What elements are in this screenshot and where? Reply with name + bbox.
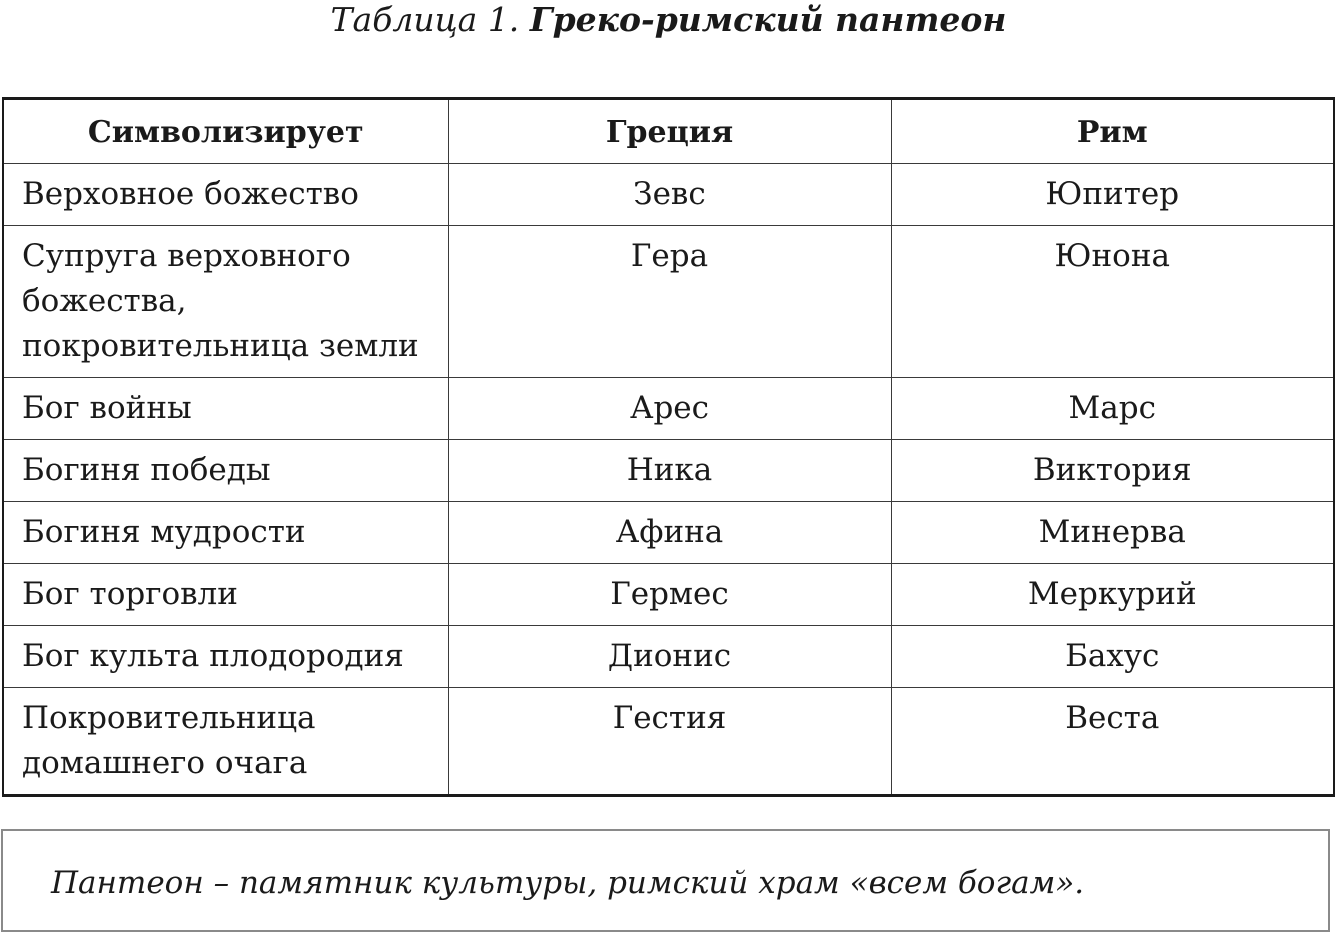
caption-title: Греко-римский пантеон — [529, 0, 1007, 39]
table-row — [3, 502, 1334, 564]
cell-rome: Бахус — [891, 626, 1334, 688]
header-rome: Рим — [891, 99, 1334, 164]
table-row — [3, 688, 1334, 796]
table-row — [3, 564, 1334, 626]
cell-symbol — [3, 226, 448, 378]
table-row — [3, 378, 1334, 440]
cell-symbol-line: Покровительница — [22, 700, 316, 736]
pantheon-table — [2, 97, 1335, 797]
cell-greece: Арес — [448, 378, 891, 440]
caption-prefix: Таблица 1. — [330, 0, 520, 39]
cell-symbol: Бог культа плодородия — [3, 626, 448, 688]
cell-greece: Афина — [448, 502, 891, 564]
table-row — [3, 164, 1334, 226]
cell-symbol: Богиня мудрости — [3, 502, 448, 564]
header-symbol: Символизирует — [3, 99, 448, 164]
cell-symbol: Верховное божество — [3, 164, 448, 226]
cell-rome: Юпитер — [891, 164, 1334, 226]
cell-symbol-line: домашнего очага — [22, 745, 308, 781]
note-box — [1, 829, 1330, 932]
cell-greece: Дионис — [448, 626, 891, 688]
cell-rome: Минерва — [891, 502, 1334, 564]
cell-greece: Гестия — [448, 688, 891, 796]
header-greece: Греция — [448, 99, 891, 164]
table-row — [3, 440, 1334, 502]
cell-symbol: Бог торговли — [3, 564, 448, 626]
cell-rome: Юнона — [891, 226, 1334, 378]
note-text: Пантеон – памятник культуры, римский храм «всем богам». — [51, 865, 1085, 901]
cell-symbol-line: покровительница земли — [22, 328, 419, 364]
cell-greece: Гера — [448, 226, 891, 378]
cell-symbol-line: Супруга верховного — [22, 238, 351, 274]
cell-symbol — [3, 688, 448, 796]
cell-greece: Гермес — [448, 564, 891, 626]
table-header-row — [3, 99, 1334, 164]
cell-rome: Виктория — [891, 440, 1334, 502]
cell-greece: Ника — [448, 440, 891, 502]
cell-symbol: Богиня победы — [3, 440, 448, 502]
table-row — [3, 626, 1334, 688]
cell-symbol: Бог войны — [3, 378, 448, 440]
table-caption — [0, 0, 1337, 40]
cell-symbol-line: божества, — [22, 283, 187, 319]
table-row — [3, 226, 1334, 378]
cell-rome: Веста — [891, 688, 1334, 796]
cell-rome: Марс — [891, 378, 1334, 440]
cell-rome: Меркурий — [891, 564, 1334, 626]
cell-greece: Зевс — [448, 164, 891, 226]
